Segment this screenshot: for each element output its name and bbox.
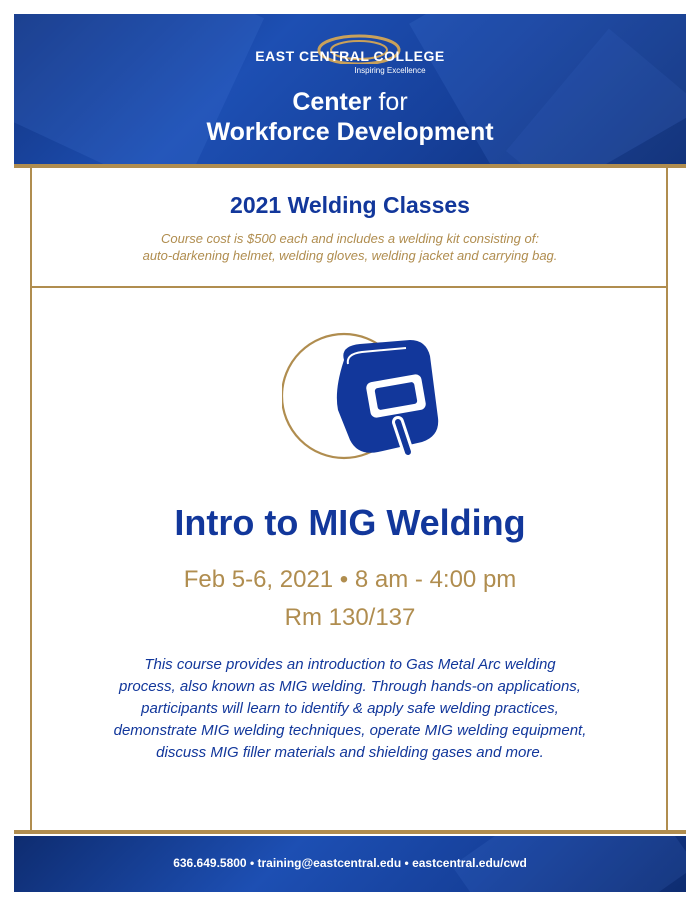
description-line: participants will learn to identify & apply safe welding practices, [141,700,559,717]
course-title: Intro to MIG Welding [174,502,526,543]
course-description [60,654,640,764]
college-name: EAST CENTRAL COLLEGE [255,48,445,64]
classes-note-line: auto-darkening helmet, welding gloves, welding jacket and carrying bag. [142,248,558,263]
classes-note-line: Course cost is $500 each and includes a welding kit consisting of: [161,231,539,246]
footer-contact: 636.649.5800 • training@eastcentral.edu • eastcentral.edu/cwd [173,856,527,870]
center-title [14,88,686,117]
footer-banner [14,836,686,892]
center-subtitle: Workforce Development [206,118,494,146]
welding-helmet-icon [282,330,452,475]
center-title-bold: Center [292,88,372,116]
center-title-light: for [378,88,408,116]
header-banner [14,14,686,164]
footer-gold-rule [14,830,686,834]
classes-title: 2021 Welding Classes [230,192,470,218]
description-line: discuss MIG filler materials and shielding gases and more. [156,744,544,761]
classes-note [0,230,700,264]
course-date: Feb 5-6, 2021 • 8 am - 4:00 pm [183,566,517,593]
description-line: process, also known as MIG welding. Through hands-on applications, [119,678,581,695]
description-line: This course provides an introduction to Gas Metal Arc welding [144,656,556,673]
section-divider [30,286,668,288]
description-line: demonstrate MIG welding techniques, operate MIG welding equipment, [113,722,587,739]
course-room: Rm 130/137 [284,604,416,631]
college-tagline: Inspiring Excellence [354,66,426,75]
